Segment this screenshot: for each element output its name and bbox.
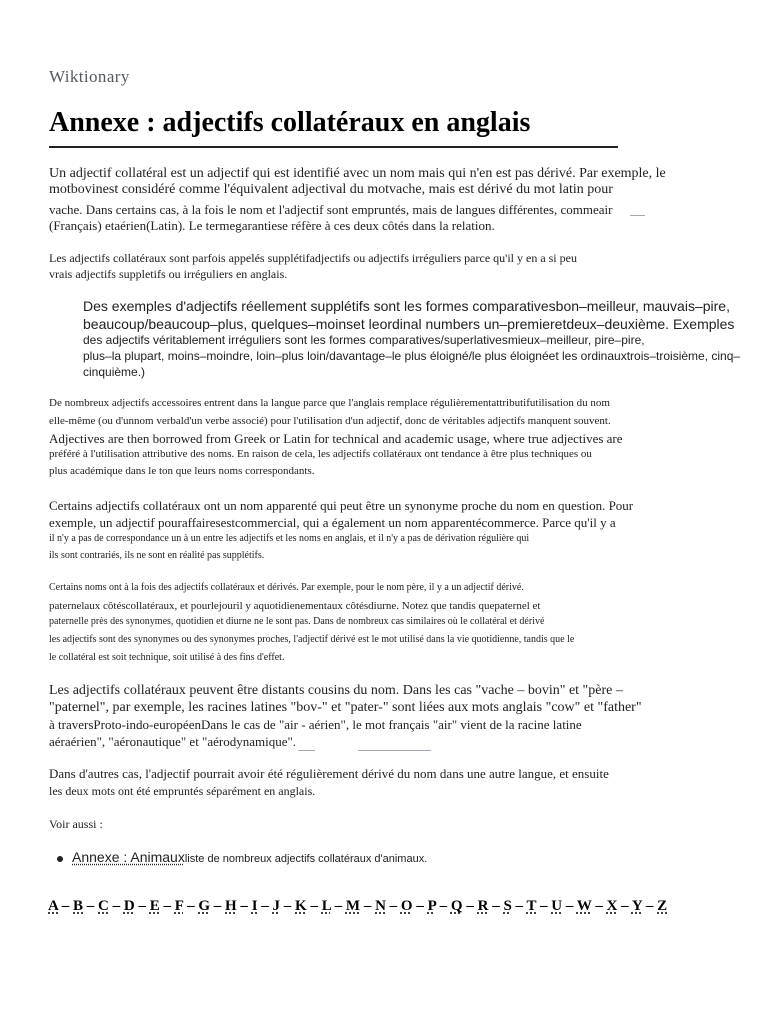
examples-line: des adjectifs véritablement irréguliers sont les formes comparatives/superlativesmieux–meilleur, pire–pire,: [83, 333, 645, 347]
alphabet-separator: –: [58, 898, 74, 914]
alphabet-separator: –: [360, 898, 376, 914]
alphabet-separator: –: [642, 898, 658, 914]
alphabet-link-k[interactable]: K: [295, 898, 307, 914]
alphabet-separator: –: [591, 898, 607, 914]
alphabet-link-g[interactable]: G: [198, 898, 211, 914]
examples-line: plus–la plupart, moins–moindre, loin–plus loin/davantage–le plus éloigné/le plus éloignéet les ordinauxtrois–troisième, cinq–: [83, 349, 741, 363]
examples-line: beaucoup/beaucoup–plus, quelques–moinset leordinal numbers un–premieretdeux–deuxième. Exemples: [83, 316, 735, 332]
alphabet-separator: –: [511, 898, 527, 914]
alphabet-separator: –: [257, 898, 273, 914]
other-language-line: les deux mots ont été empruntés séparément en anglais.: [49, 784, 316, 798]
alphabet-separator: –: [108, 898, 124, 914]
cousins-line: aéraérien", "aéronautique" et "aérodynamique".: [49, 734, 297, 749]
alphabet-separator: –: [412, 898, 428, 914]
both-kinds-line: les adjectifs sont des synonymes ou des synonymes proches, l'adjectif dérivé est le mot utilisé dans la vie quotidienne, tandis que le: [49, 634, 575, 645]
see-also-description: liste de nombreux adjectifs collatéraux d'animaux.: [184, 853, 428, 865]
alphabet-link-w[interactable]: W: [576, 898, 592, 914]
borrowing-line: plus académique dans le ton que leurs noms correspondants.: [49, 465, 315, 477]
alphabet-separator: –: [236, 898, 252, 914]
alphabet-link-m[interactable]: M: [345, 898, 361, 914]
alphabet-link-e[interactable]: E: [149, 898, 160, 914]
intro-line: motbovinest considéré comme l'équivalent adjectival du motvache, mais est dérivé du mot latin pour: [49, 182, 613, 197]
borrowing-line: préféré à l'utilisation attributive des noms. En raison de cela, les adjectifs collatéraux ont tendance à être plus techniques ou: [49, 448, 592, 460]
alphabet-separator: –: [83, 898, 99, 914]
alphabet-separator: –: [536, 898, 552, 914]
suppletive-line: Les adjectifs collatéraux sont parfois appelés supplétifadjectifs ou adjectifs irréguliers parce qu'il y en a si peu: [49, 251, 577, 265]
alphabet-link-d[interactable]: D: [123, 898, 135, 914]
alphabet-separator: –: [462, 898, 478, 914]
alphabet-link-p[interactable]: P: [427, 898, 436, 914]
alphabet-link-a[interactable]: A: [48, 898, 59, 914]
alphabet-separator: –: [488, 898, 504, 914]
alphabet-link-f[interactable]: F: [174, 898, 184, 914]
alphabet-link-c[interactable]: C: [98, 898, 109, 914]
alphabet-navigation: [48, 898, 667, 915]
alphabet-separator: –: [134, 898, 150, 914]
alphabet-link-o[interactable]: O: [400, 898, 413, 914]
both-kinds-line: paternelaux côtéscollatéraux, et pourlejouril y aquotidienementaux côtésdiurne. Notez que tandis quepaternel et: [49, 600, 541, 612]
alphabet-separator: –: [435, 898, 451, 914]
other-language-line: Dans d'autres cas, l'adjectif pourrait avoir été régulièrement dérivé du nom dans une autre langue, et ensuite: [49, 766, 609, 781]
alphabet-link-z[interactable]: Z: [657, 898, 668, 914]
see-also-heading: Voir aussi :: [49, 817, 103, 831]
alphabet-separator: –: [280, 898, 296, 914]
both-kinds-line: paternelle près des synonymes, quotidien et diurne ne le sont pas. Dans de nombreux cas similaires où le collatéral et dérivé: [49, 616, 545, 627]
related-noun-line: Certains adjectifs collatéraux ont un nom apparenté qui peut être un synonyme proche du nom en question. Pour: [49, 498, 634, 513]
both-kinds-line: le collatéral est soit technique, soit utilisé à des fins d'effet.: [49, 652, 285, 663]
bullet-icon: [57, 856, 63, 862]
alphabet-link-t[interactable]: T: [526, 898, 537, 914]
alphabet-link-q[interactable]: Q: [450, 898, 463, 914]
related-noun-line: exemple, un adjectif pouraffairesestcommercial, qui a également un nom apparentécommerce. Parce qu'il y a: [49, 515, 616, 530]
alphabet-separator: –: [183, 898, 199, 914]
alphabet-link-h[interactable]: H: [225, 898, 237, 914]
alphabet-separator: –: [330, 898, 346, 914]
page-title: Annexe : adjectifs collatéraux en anglais: [49, 107, 531, 138]
see-also-item: [72, 849, 427, 867]
intro-line: Un adjectif collatéral est un adjectif qui est identifié avec un nom mais qui n'en est pas dérivé. Par exemple, le: [49, 166, 666, 181]
alphabet-link-y[interactable]: Y: [631, 898, 643, 914]
intro-line: vache. Dans certains cas, à la fois le nom et l'adjectif sont empruntés, mais de langues différentes, commeair: [49, 202, 613, 217]
borrowing-line: De nombreux adjectifs accessoires entrent dans la langue parce que l'anglais remplace régulièrementattributifutilisation du nom: [49, 397, 610, 409]
alphabet-link-i[interactable]: I: [251, 898, 258, 914]
link-underline: [298, 750, 315, 751]
borrowing-line: Adjectives are then borrowed from Greek or Latin for technical and academic usage, where true adjectives are: [49, 431, 623, 446]
alphabet-separator: –: [385, 898, 401, 914]
alphabet-separator: –: [159, 898, 175, 914]
link-underline: [630, 215, 645, 216]
cousins-line: "paternel", par exemple, les racines latines "bov-" et "pater-" sont liées aux mots anglais "cow" et "father": [49, 700, 642, 715]
see-also-link[interactable]: Annexe : Animaux: [72, 849, 185, 865]
cousins-line: Les adjectifs collatéraux peuvent être distants cousins du nom. Dans les cas "vache – bovin" et "père –: [49, 683, 623, 698]
alphabet-separator: –: [562, 898, 577, 914]
examples-line: Des exemples d'adjectifs réellement supplétifs sont les formes comparativesbon–meilleur, mauvais–pire,: [83, 298, 730, 314]
intro-line: (Français) etaérien(Latin). Le termegarantiese réfère à ces deux côtés dans la relation.: [49, 218, 495, 233]
borrowing-line: elle-même (ou d'unnom verbald'un verbe associé) pour l'utilisation d'un adjectif, donc de véritables adjectifs manquent souvent.: [49, 415, 611, 427]
alphabet-link-x[interactable]: X: [606, 898, 618, 914]
alphabet-link-b[interactable]: B: [73, 898, 84, 914]
alphabet-separator: –: [210, 898, 226, 914]
both-kinds-line: Certains noms ont à la fois des adjectifs collatéraux et dérivés. Par exemple, pour le nom père, il y a un adjectif dérivé.: [49, 582, 524, 593]
title-divider: [49, 146, 618, 148]
alphabet-link-s[interactable]: S: [503, 898, 512, 914]
alphabet-link-n[interactable]: N: [375, 898, 386, 914]
alphabet-link-j[interactable]: J: [272, 898, 281, 914]
alphabet-link-r[interactable]: R: [477, 898, 489, 914]
related-noun-line: ils sont contrariés, ils ne sont en réalité pas supplétifs.: [49, 550, 265, 561]
alphabet-separator: –: [617, 898, 632, 914]
related-noun-line: il n'y a pas de correspondance un à un entre les adjectifs et les noms en anglais, et il n'y a pas de dérivation régulière qui: [49, 533, 530, 544]
examples-line: cinquième.): [83, 365, 146, 379]
site-name[interactable]: Wiktionary: [49, 67, 130, 86]
suppletive-line: vrais adjectifs suppletifs ou irréguliers en anglais.: [49, 267, 288, 281]
alphabet-separator: –: [306, 898, 322, 914]
link-underline: [358, 750, 431, 751]
alphabet-link-u[interactable]: U: [551, 898, 563, 914]
cousins-line: à traversProto-indo-européenDans le cas de "air - aérien", le mot français "air" vient de la racine latine: [49, 717, 582, 732]
alphabet-link-l[interactable]: L: [321, 898, 331, 914]
